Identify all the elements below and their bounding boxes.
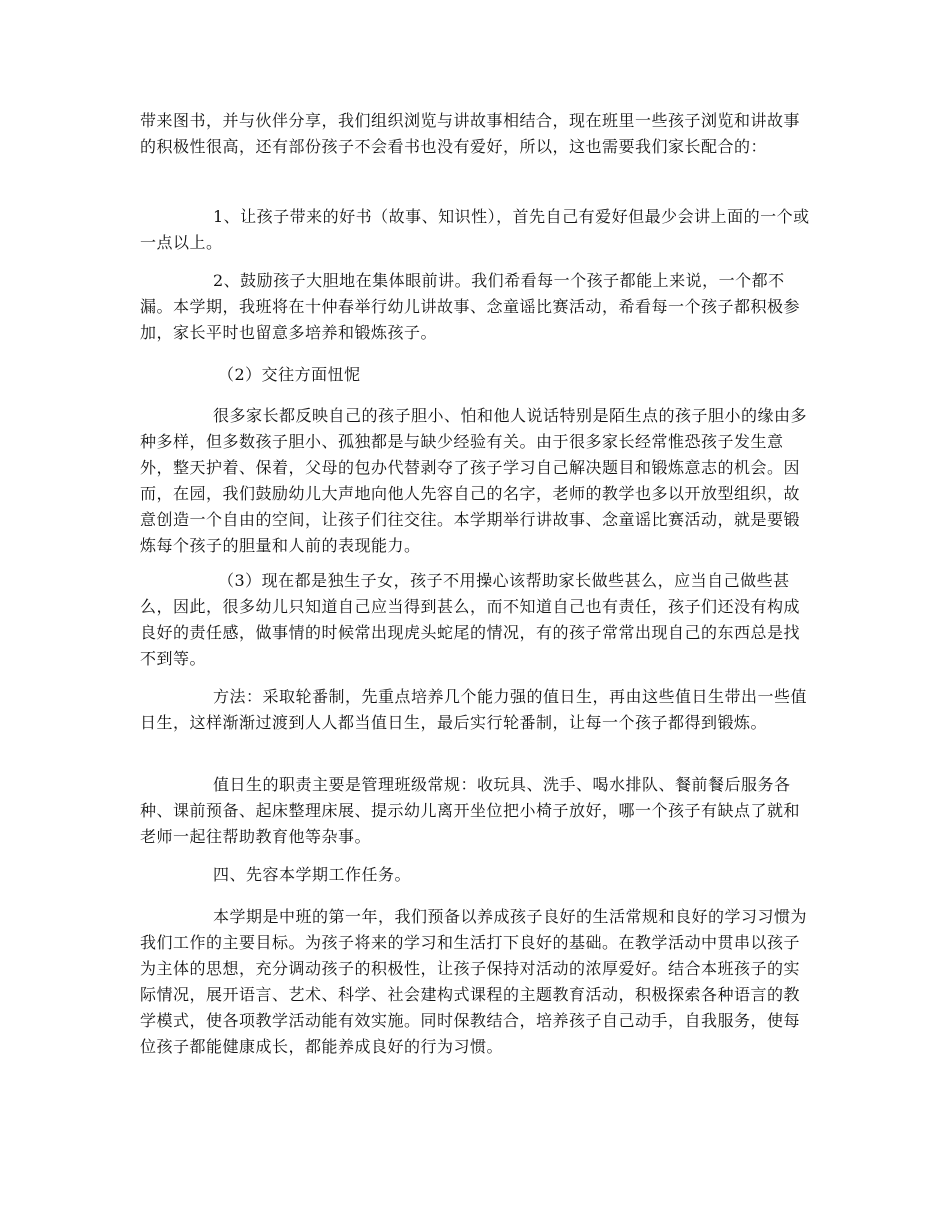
paragraph-3	[140, 268, 812, 346]
paragraph-text: 很多家长都反映自己的孩子胆小、怕和他人说话特别是陌生点的孩子胆小的缘由多种多样，但多数孩子胆小、孤独都是与缺少经验有关。由于很多家长经常惟恐孩子发生意外，整天护着、保着，父母的包办代替剥夺了孩子学习自己解决题目和锻炼意志的机会。因而，在园，我们鼓励幼儿大声地向他人先容自己的名字，老师的教学也多以开放型组织，故意创造一个自由的空间，让孩子们往交往。本学期举行讲故事、念童谣比赛活动，就是要锻炼每个孩子的胆量和人前的表现能力。	[140, 406, 808, 555]
paragraph-text: （3）现在都是独生子女，孩子不用操心该帮助家长做些甚么，应当自己做些甚么，因此，很多幼儿只知道自己应当得到甚么，而不知道自己也有责任，孩子们还没有构成良好的责任感，做事情的时候常出现虎头蛇尾的情况，有的孩子常常出现自己的东西总是找不到等。	[140, 571, 801, 668]
paragraph-5	[140, 403, 812, 559]
section-heading: 四、先容本学期工作任务。	[213, 865, 412, 884]
paragraph-text: 方法：采取轮番制，先重点培养几个能力强的值日生，再由这些值日生带出一些值日生，这样渐渐过渡到人人都当值日生，最后实行轮番制，让每一个孩子都得到锻炼。	[140, 687, 808, 732]
paragraph-text: 2、鼓励孩子大胆地在集体眼前讲。我们希看每一个孩子都能上来说，一个都不漏。本学期，我班将在十仲春举行幼儿讲故事、念童谣比赛活动，希看每一个孩子都积极参加，家长平时也留意多培养和锻炼孩子。	[140, 271, 801, 342]
paragraph-7	[140, 684, 812, 736]
paragraph-9	[140, 862, 812, 888]
paragraph-text: 值日生的职责主要是管理班级常规：收玩具、洗手、喝水排队、餐前餐后服务各种、课前预备、起床整理床展、提示幼儿离开坐位把小椅子放好，哪一个孩子有缺点了就和老师一起往帮助教育他等杂事。	[140, 775, 801, 846]
paragraph-text: 带来图书，并与伙伴分享，我们组织浏览与讲故事相结合，现在班里一些孩子浏览和讲故事的积极性很高，还有部份孩子不会看书也没有爱好，所以，这也需要我们家长配合的：	[140, 111, 801, 156]
paragraph-text: 1、让孩子带来的好书（故事、知识性），首先自己有爱好但最少会讲上面的一个或一点以上。	[140, 207, 810, 252]
paragraph-text: （2）交往方面忸怩	[218, 365, 361, 384]
paragraph-2	[140, 204, 812, 256]
paragraph-1	[140, 108, 812, 160]
paragraph-4	[140, 362, 812, 388]
paragraph-10	[140, 904, 812, 1060]
paragraph-6	[140, 568, 812, 672]
paragraph-8	[140, 772, 812, 850]
paragraph-text: 本学期是中班的第一年，我们预备以养成孩子良好的生活常规和良好的学习习惯为我们工作的主要目标。为孩子将来的学习和生活打下良好的基础。在教学活动中贯串以孩子为主体的思想，充分调动孩子的积极性，让孩子保持对活动的浓厚爱好。结合本班孩子的实际情况，展开语言、艺术、科学、社会建构式课程的主题教育活动，积极探索各种语言的教学模式，使各项教学活动能有效实施。同时保教结合，培养孩子自己动手，自我服务，使每位孩子都能健康成长，都能养成良好的行为习惯。	[140, 907, 808, 1056]
